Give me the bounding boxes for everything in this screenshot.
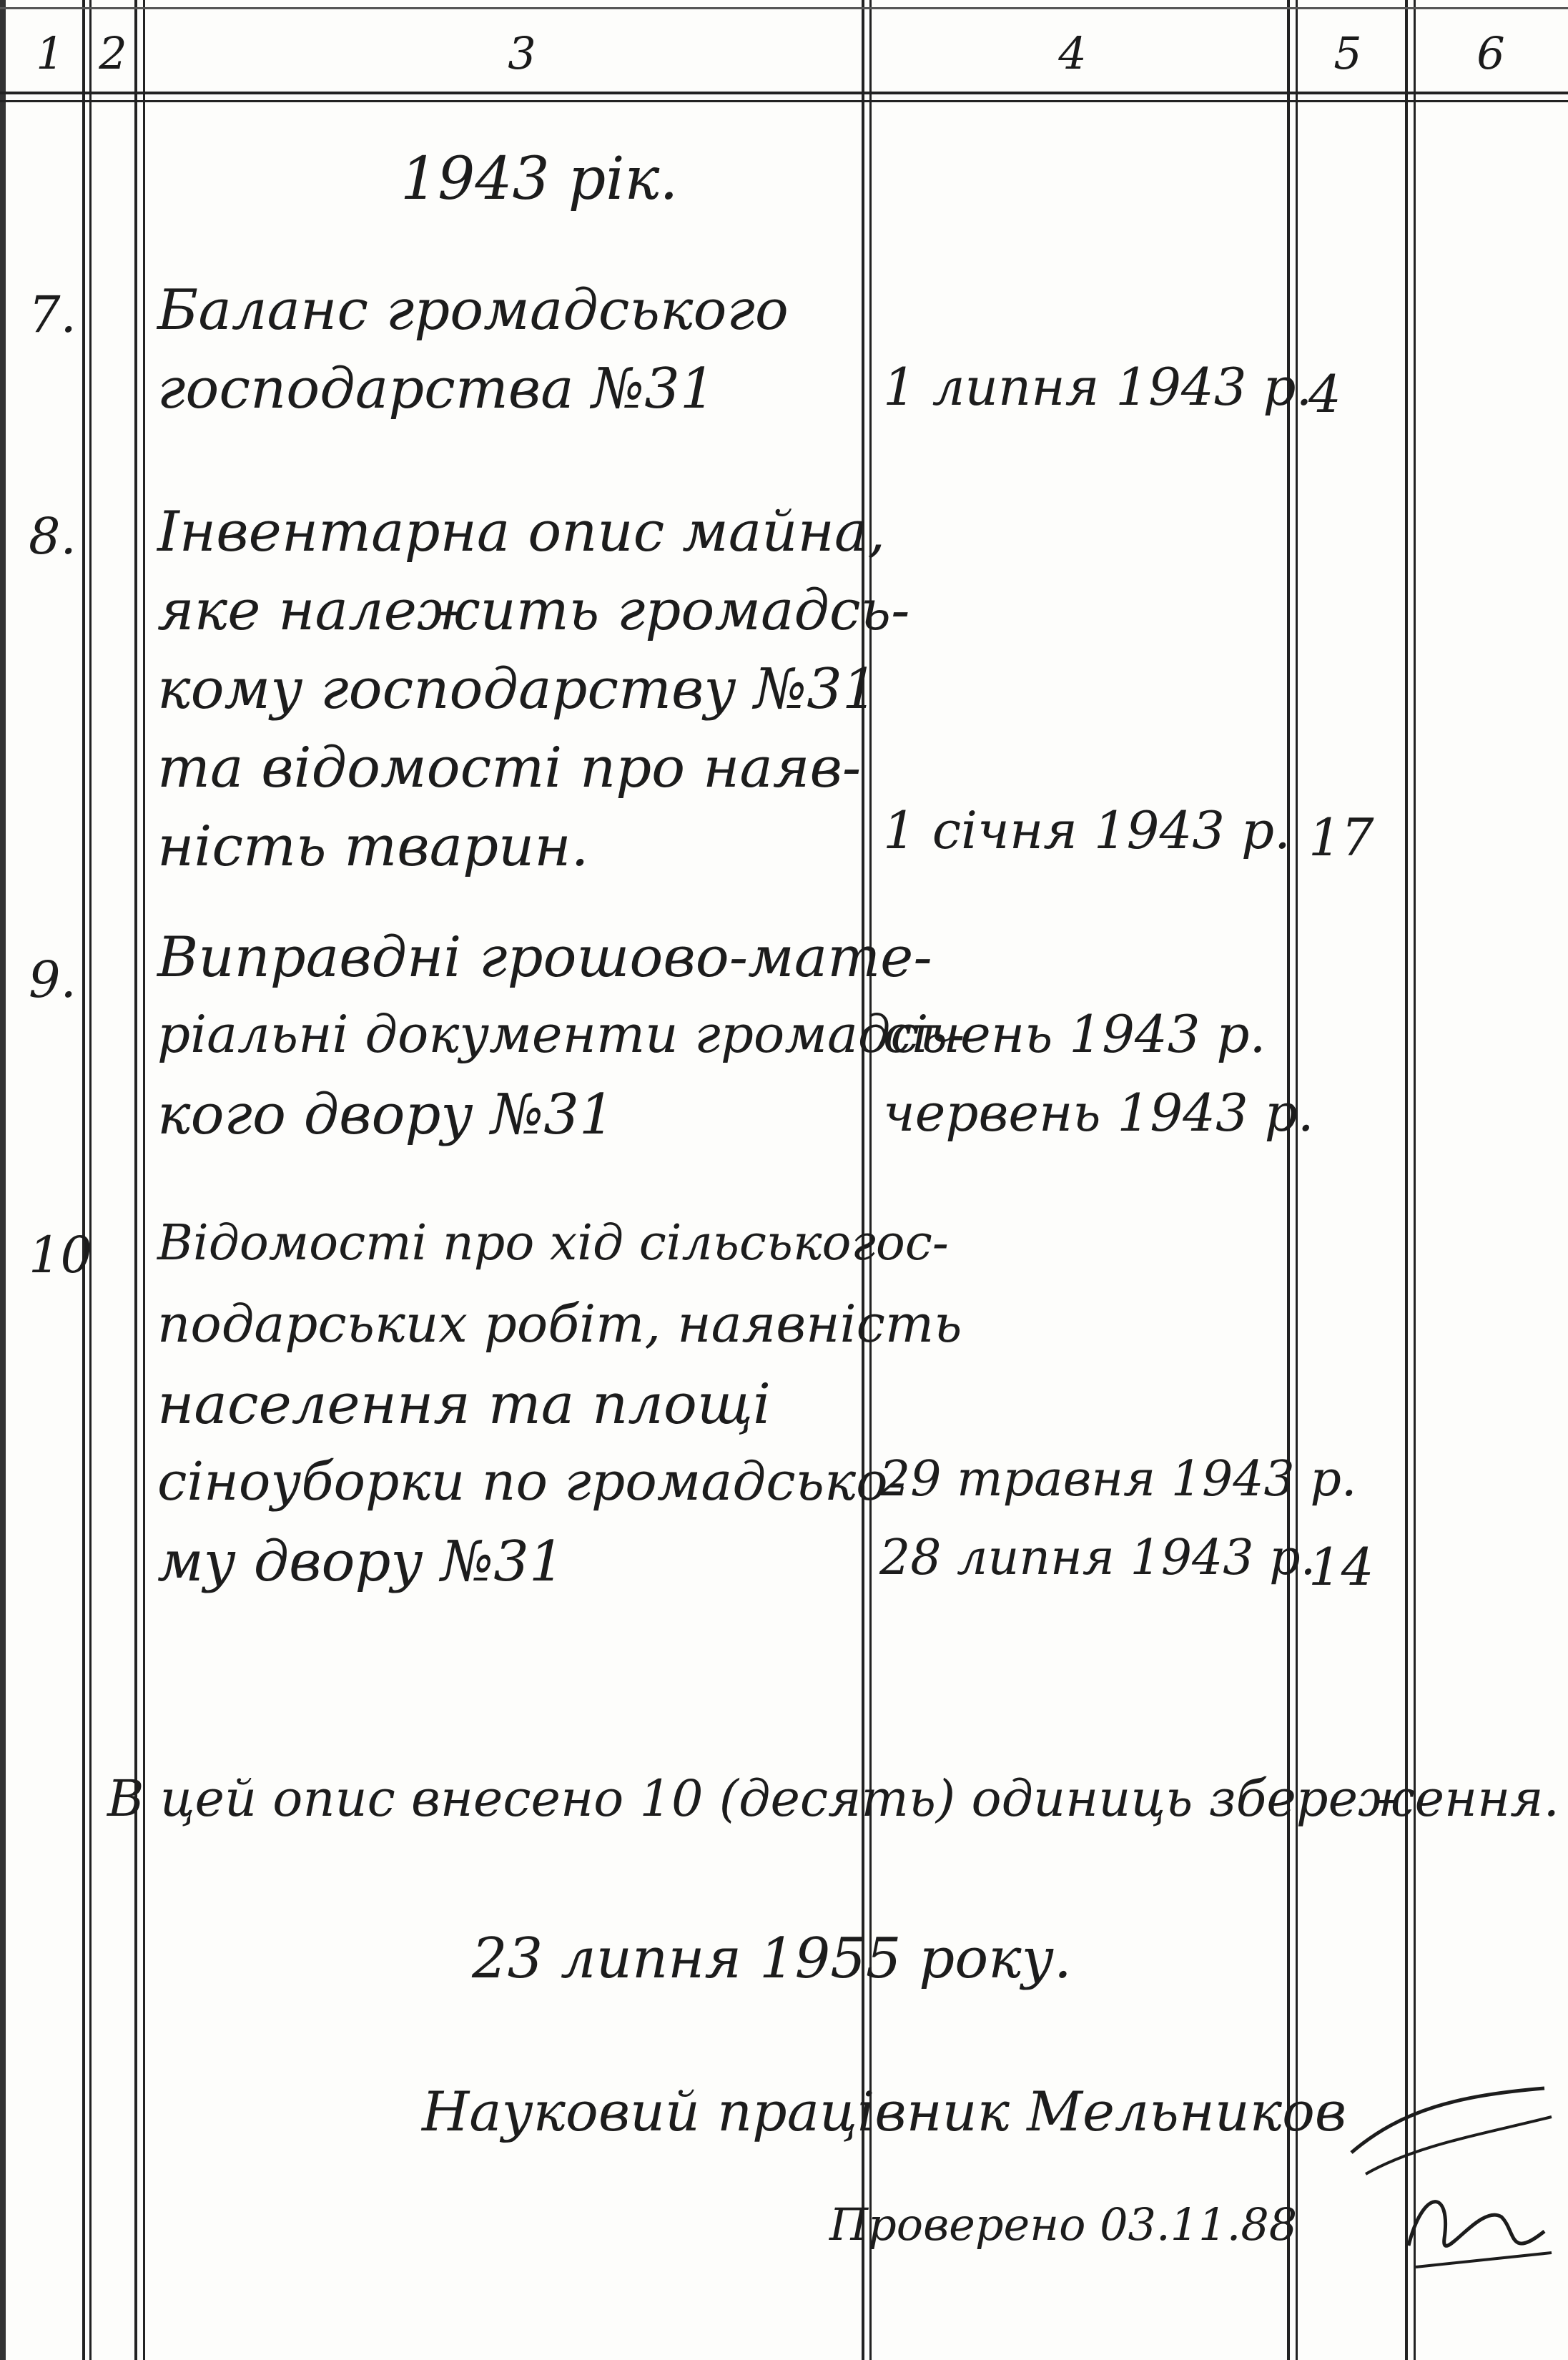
row-9-date-end: червень 1943 р. xyxy=(883,1083,1314,1143)
col1-divider xyxy=(82,0,85,2360)
row-9-number: 9. xyxy=(29,950,77,1009)
row-7-number: 7. xyxy=(29,285,77,344)
header-top-border xyxy=(0,7,1568,9)
column-header-4: 4 xyxy=(1058,27,1087,79)
row-9-title-line-3: кого двору №31 xyxy=(157,1083,615,1147)
date-line: 23 липня 1955 року. xyxy=(472,1927,1072,1991)
row-10-title-line-2: подарських робіт, наявність xyxy=(157,1294,962,1354)
check-line: Проверено 03.11.88 xyxy=(829,2198,1298,2251)
row-10-date-end: 28 липня 1943 р. xyxy=(879,1530,1316,1586)
summary-line: В цей опис внесено 10 (десять) одиниць збереження. xyxy=(107,1769,1559,1828)
column-header-6: 6 xyxy=(1476,27,1505,79)
table-left-border xyxy=(0,0,6,2360)
check-signature-stroke-1 xyxy=(1409,2202,1544,2246)
column-header-1: 1 xyxy=(36,27,64,79)
row-7-sheets: 4 xyxy=(1308,364,1341,424)
row-10-title-line-3: населення та площі xyxy=(157,1372,771,1437)
row-10-date-start: 29 травня 1943 р. xyxy=(879,1451,1357,1508)
row-7-title-line-2: господарства №31 xyxy=(157,357,716,421)
row-8-title-line-2: яке належить громадсь- xyxy=(157,579,910,643)
column-header-5: 5 xyxy=(1333,27,1362,79)
row-10-number: 10 xyxy=(29,1226,93,1284)
row-9-date-start: січень 1943 р. xyxy=(883,1004,1266,1064)
check-signature xyxy=(1401,2174,1566,2288)
row-8-title-line-3: кому господарству №31 xyxy=(157,657,878,722)
row-9-title-line-1: Виправдні грошово-мате- xyxy=(157,925,932,990)
year-heading: 1943 рік. xyxy=(400,145,679,213)
header-bottom-border xyxy=(0,92,1568,94)
row-9-title-line-2: ріальні документи громадсь- xyxy=(157,1004,965,1064)
row-8-date: 1 січня 1943 р. xyxy=(883,800,1291,860)
row-8-title-line-4: та відомості про наяв- xyxy=(157,736,862,800)
check-signature-stroke-2 xyxy=(1416,2253,1552,2267)
row-7-date: 1 липня 1943 р. xyxy=(883,357,1313,417)
row-10-title-line-5: му двору №31 xyxy=(157,1530,565,1594)
row-8-title-line-1: Інвентарна опис майна, xyxy=(157,500,886,564)
row-8-number: 8. xyxy=(29,507,77,566)
column-header-2: 2 xyxy=(99,27,127,79)
row-8-sheets: 17 xyxy=(1308,807,1374,867)
row-10-title-line-4: сіноуборки по громадсько- xyxy=(157,1451,906,1513)
footer-area xyxy=(107,1745,1568,2360)
row-10-sheets: 14 xyxy=(1308,1537,1374,1597)
col1-divider-double xyxy=(89,0,92,2360)
column-header-3: 3 xyxy=(508,27,536,79)
signer-line: Науковий працівник Мельников xyxy=(422,2080,1347,2143)
row-8-title-line-5: ність тварин. xyxy=(157,815,589,879)
header-bottom-border-double xyxy=(0,100,1568,102)
row-10-title-line-1: Відомості про хід сільськогос- xyxy=(157,1215,949,1272)
row-7-title-line-1: Баланс громадського xyxy=(157,278,789,343)
